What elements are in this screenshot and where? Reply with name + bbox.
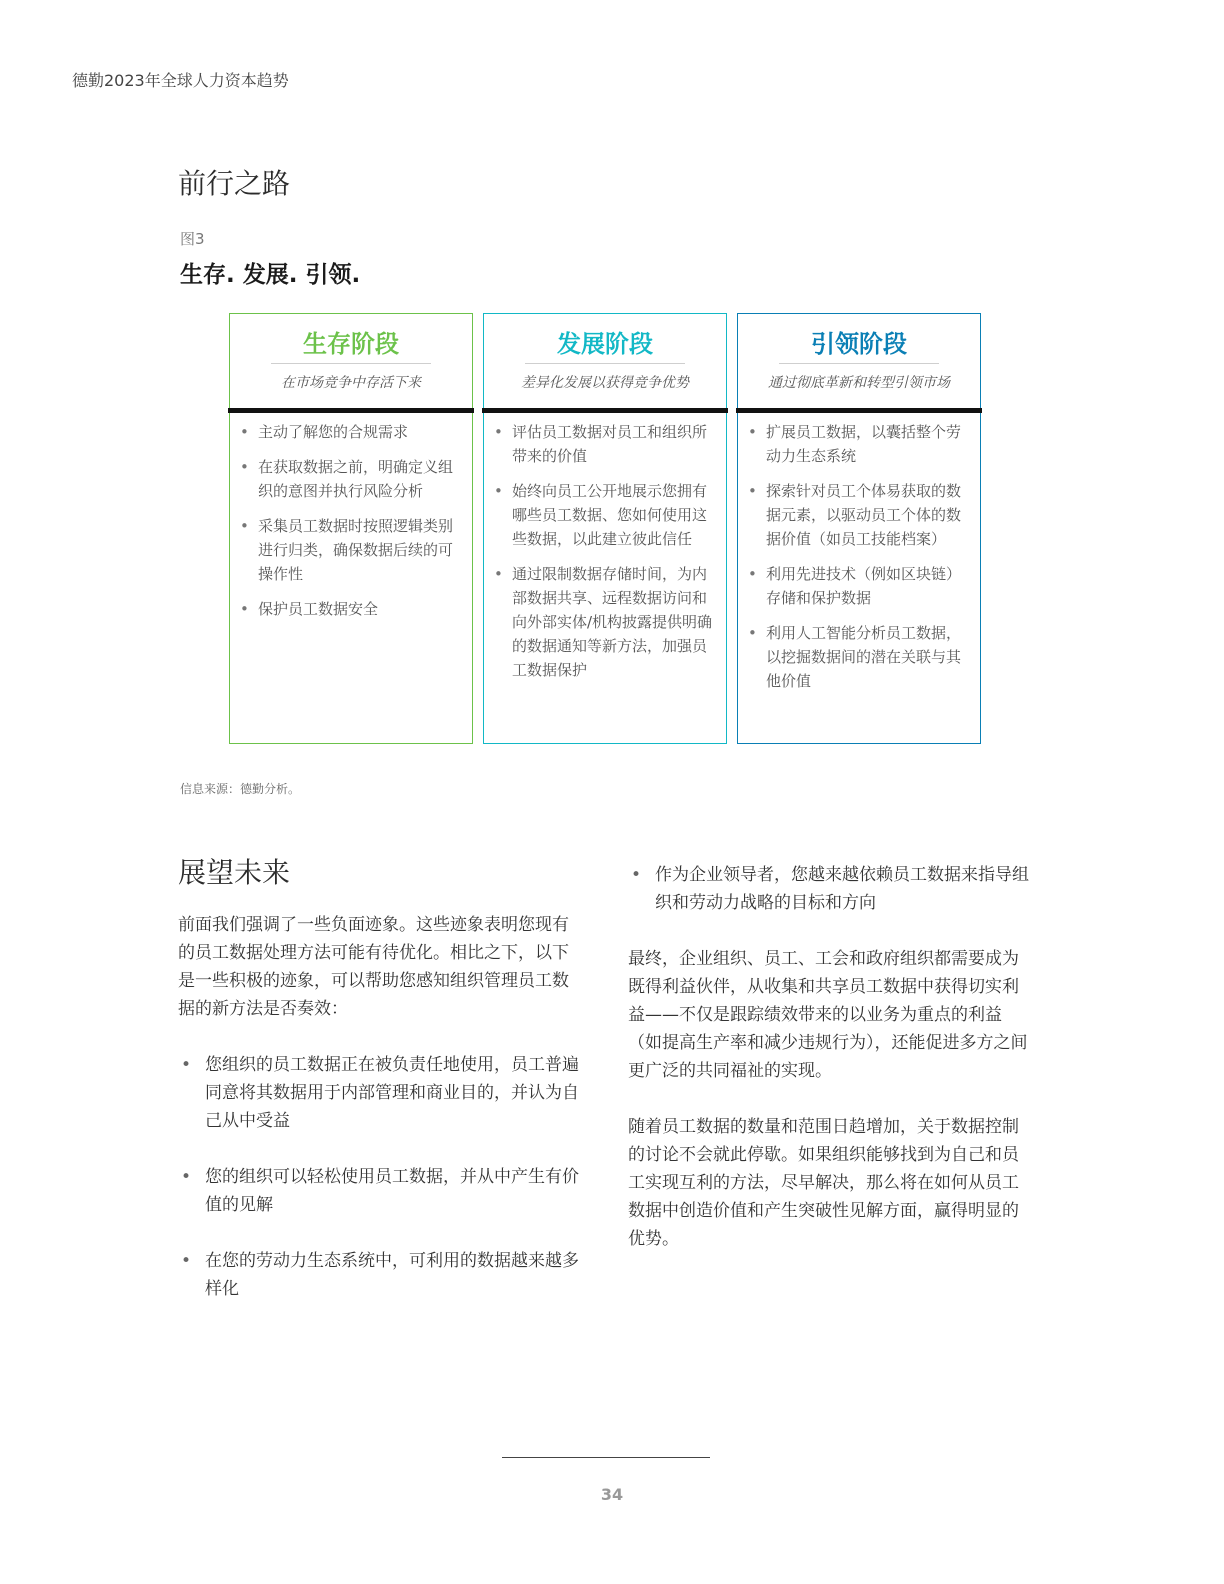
list-item: • 利用人工智能分析员工数据，以挖掘数据间的潜在关联与其他价值 [746, 621, 970, 693]
list-item: • 您组织的员工数据正在被负责任地使用，员工普遍同意将其数据用于内部管理和商业目的，并认为自己从中受益 [178, 1051, 582, 1135]
stage-black-bar [736, 408, 982, 413]
stage-divider [525, 363, 685, 364]
outlook-left-column [178, 855, 582, 1303]
list-item: • 评估员工数据对员工和组织所带来的价值 [492, 420, 716, 468]
stage-name: 引领阶段 [811, 330, 907, 358]
list-item: • 利用先进技术（例如区块链）存储和保护数据 [746, 562, 970, 610]
outlook-paragraph: 随着员工数据的数量和范围日趋增加，关于数据控制的讨论不会就此停歇。如果组织能够找到为自己和员工实现互利的方法，尽早解决，那么将在如何从员工数据中创造价值和产生突破性见解方面，赢得明显的优势。 [628, 1117, 1019, 1249]
stage-tagline: 通过彻底革新和转型引领市场 [768, 375, 950, 391]
stage-name: 发展阶段 [557, 330, 653, 358]
list-item: • 您的组织可以轻松使用员工数据，并从中产生有价值的见解 [178, 1163, 582, 1219]
stage-action-list [238, 420, 462, 632]
stage-header [484, 314, 726, 410]
section-title: 前行之路 [178, 167, 291, 200]
figure-label: 图3 [180, 230, 205, 248]
list-item: • 始终向员工公开地展示您拥有哪些员工数据、您如何使用这些数据，以此建立彼此信任 [492, 479, 716, 551]
figure-title: 生存. 发展. 引领. [180, 262, 361, 288]
stage-action-list [746, 420, 970, 704]
outlook-right-column [628, 861, 1032, 1253]
list-item: • 在获取数据之前，明确定义组织的意图并执行风险分析 [238, 455, 462, 503]
list-item: • 探索针对员工个体易获取的数据元素，以驱动员工个体的数据价值（如员工技能档案） [746, 479, 970, 551]
outlook-title: 展望未来 [178, 856, 291, 889]
outlook-paragraph: 最终，企业组织、员工、工会和政府组织都需要成为既得利益伙伴，从收集和共享员工数据中获得切实利益——不仅是跟踪绩效带来的以业务为重点的利益（如提高生产率和减少违规行为），还能促进多方之间更广泛的共同福祉的实现。 [628, 949, 1028, 1081]
list-item: • 通过限制数据存储时间，为内部数据共享、远程数据访问和向外部实体/机构披露提供明确的数据通知等新方法，加强员工数据保护 [492, 562, 716, 682]
stage-panel-grow [483, 313, 727, 744]
stage-panel-lead [737, 313, 981, 744]
list-item: • 在您的劳动力生态系统中，可利用的数据越来越多样化 [178, 1247, 582, 1303]
list-item: • 采集员工数据时按照逻辑类别进行归类，确保数据后续的可操作性 [238, 514, 462, 586]
list-item: • 作为企业领导者，您越来越依赖员工数据来指导组织和劳动力战略的目标和方向 [628, 861, 1032, 917]
list-item: • 扩展员工数据，以囊括整个劳动力生态系统 [746, 420, 970, 468]
stage-black-bar [482, 408, 728, 413]
running-header: 德勤2023年全球人力资本趋势 [72, 71, 289, 90]
stage-header [230, 314, 472, 410]
positive-signs-list-continued [628, 861, 1032, 917]
list-item: • 主动了解您的合规需求 [238, 420, 462, 444]
stage-header [738, 314, 980, 410]
stage-divider [779, 363, 939, 364]
page-number: 34 [600, 1485, 624, 1504]
figure-source-note: 信息来源：德勤分析。 [180, 782, 301, 796]
list-item: • 保护员工数据安全 [238, 597, 462, 621]
stage-action-list [492, 420, 716, 693]
stage-tagline: 差异化发展以获得竞争优势 [521, 375, 689, 391]
stage-panel-survive [229, 313, 473, 744]
footer-rule [502, 1457, 710, 1458]
positive-signs-list [178, 1051, 582, 1303]
stage-name: 生存阶段 [303, 330, 399, 358]
outlook-intro: 前面我们强调了一些负面迹象。这些迹象表明您现有的员工数据处理方法可能有待优化。相比之下，以下是一些积极的迹象，可以帮助您感知组织管理员工数据的新方法是否奏效： [178, 915, 569, 1019]
stage-divider [271, 363, 431, 364]
stage-tagline: 在市场竞争中存活下来 [281, 375, 421, 391]
stage-black-bar [228, 408, 474, 413]
